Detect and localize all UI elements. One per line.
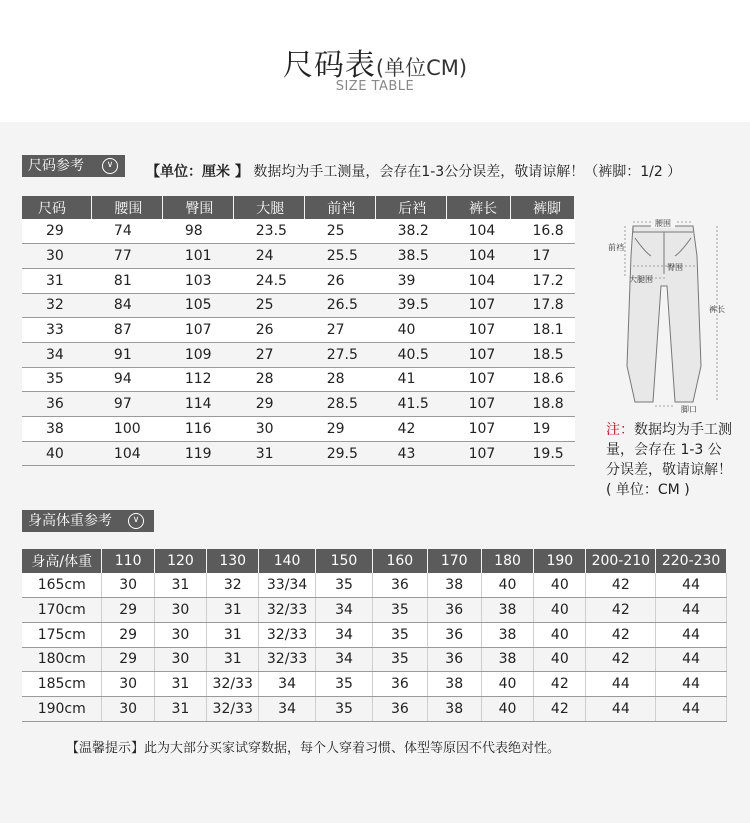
height-column-header: 180 bbox=[481, 549, 533, 573]
table-cell: 44 bbox=[656, 696, 727, 721]
size-column-header: 腰围 bbox=[92, 196, 163, 219]
table-cell: 38 bbox=[481, 647, 533, 672]
table-cell: 107 bbox=[447, 318, 511, 343]
table-cell: 107 bbox=[163, 318, 234, 343]
table-cell: 25 bbox=[305, 219, 376, 244]
table-cell: 38 bbox=[481, 622, 533, 647]
height-table-body bbox=[22, 573, 727, 721]
table-row bbox=[22, 219, 575, 244]
table-cell: 104 bbox=[447, 244, 511, 269]
table-cell: 35 bbox=[315, 672, 372, 697]
height-column-header: 220-230 bbox=[656, 549, 727, 573]
height-column-header: 120 bbox=[154, 549, 206, 573]
table-cell: 29 bbox=[102, 598, 154, 623]
table-cell: 107 bbox=[447, 367, 511, 392]
table-cell: 44 bbox=[656, 598, 727, 623]
table-cell: 38 bbox=[481, 598, 533, 623]
table-cell: 42 bbox=[534, 696, 586, 721]
table-cell: 98 bbox=[163, 219, 234, 244]
table-cell: 38.2 bbox=[376, 219, 447, 244]
table-cell: 32 bbox=[22, 293, 92, 318]
table-cell: 175cm bbox=[22, 622, 102, 647]
table-cell: 36 bbox=[22, 392, 92, 417]
table-cell: 107 bbox=[447, 441, 511, 466]
thigh-label: 大腿围 bbox=[629, 275, 653, 284]
page-title bbox=[0, 40, 750, 84]
size-table bbox=[22, 196, 575, 466]
table-cell: 44 bbox=[656, 647, 727, 672]
table-row bbox=[22, 342, 575, 367]
table-cell: 112 bbox=[163, 367, 234, 392]
table-cell: 27.5 bbox=[305, 342, 376, 367]
table-cell: 32/33 bbox=[259, 598, 315, 623]
table-cell: 30 bbox=[102, 672, 154, 697]
table-cell: 40 bbox=[481, 573, 533, 598]
table-cell: 25 bbox=[234, 293, 305, 318]
table-cell: 35 bbox=[315, 696, 372, 721]
table-cell: 44 bbox=[586, 696, 656, 721]
page-subtitle: SIZE TABLE bbox=[335, 79, 415, 94]
size-table-body bbox=[22, 219, 575, 466]
size-note-text: 数据均为手工测量，会存在1-3公分误差，敬请谅解！（裤脚：1/2 ） bbox=[253, 164, 682, 180]
table-cell: 107 bbox=[447, 342, 511, 367]
table-cell: 119 bbox=[163, 441, 234, 466]
table-cell: 109 bbox=[163, 342, 234, 367]
table-cell: 42 bbox=[534, 672, 586, 697]
table-cell: 39.5 bbox=[376, 293, 447, 318]
table-cell: 31 bbox=[154, 696, 206, 721]
table-row bbox=[22, 573, 727, 598]
table-cell: 29 bbox=[22, 219, 92, 244]
table-cell: 33 bbox=[22, 318, 92, 343]
table-cell: 165cm bbox=[22, 573, 102, 598]
waist-label: 腰围 bbox=[655, 219, 671, 228]
table-cell: 36 bbox=[373, 696, 427, 721]
table-cell: 104 bbox=[447, 268, 511, 293]
table-cell: 19.5 bbox=[511, 441, 575, 466]
height-column-header: 110 bbox=[102, 549, 154, 573]
table-cell: 40 bbox=[22, 441, 92, 466]
height-column-header: 150 bbox=[315, 549, 372, 573]
table-cell: 36 bbox=[427, 622, 481, 647]
table-cell: 34 bbox=[315, 598, 372, 623]
height-column-header: 160 bbox=[373, 549, 427, 573]
table-cell: 34 bbox=[259, 672, 315, 697]
height-table-header bbox=[22, 549, 727, 573]
size-table-header bbox=[22, 196, 575, 219]
size-column-header: 裤长 bbox=[447, 196, 511, 219]
table-cell: 25.5 bbox=[305, 244, 376, 269]
length-label: 裤长 bbox=[709, 305, 725, 314]
table-cell: 170cm bbox=[22, 598, 102, 623]
table-cell: 31 bbox=[207, 622, 259, 647]
table-cell: 29.5 bbox=[305, 441, 376, 466]
table-cell: 107 bbox=[447, 417, 511, 442]
table-cell: 41.5 bbox=[376, 392, 447, 417]
table-row bbox=[22, 598, 727, 623]
table-cell: 38 bbox=[427, 672, 481, 697]
table-cell: 38.5 bbox=[376, 244, 447, 269]
table-cell: 18.8 bbox=[511, 392, 575, 417]
size-column-header: 臀围 bbox=[163, 196, 234, 219]
table-cell: 18.6 bbox=[511, 367, 575, 392]
table-cell: 32/33 bbox=[207, 696, 259, 721]
table-cell: 40 bbox=[481, 672, 533, 697]
table-cell: 29 bbox=[102, 622, 154, 647]
table-cell: 31 bbox=[207, 598, 259, 623]
table-cell: 40 bbox=[481, 696, 533, 721]
size-section-label[interactable] bbox=[22, 155, 125, 177]
height-column-header: 140 bbox=[259, 549, 315, 573]
size-note-unit: 【单位：厘米 】 bbox=[146, 164, 249, 180]
table-cell: 42 bbox=[586, 647, 656, 672]
height-section-label-text: 身高体重参考 bbox=[28, 513, 112, 529]
table-cell: 100 bbox=[92, 417, 163, 442]
table-row bbox=[22, 417, 575, 442]
table-cell: 24 bbox=[234, 244, 305, 269]
size-column-header: 尺码 bbox=[22, 196, 92, 219]
pants-diagram bbox=[605, 216, 727, 414]
side-note bbox=[606, 420, 734, 500]
table-cell: 30 bbox=[102, 696, 154, 721]
table-cell: 190cm bbox=[22, 696, 102, 721]
table-cell: 31 bbox=[234, 441, 305, 466]
table-cell: 18.1 bbox=[511, 318, 575, 343]
table-row bbox=[22, 293, 575, 318]
table-cell: 94 bbox=[92, 367, 163, 392]
chevron-down-icon: ∨ bbox=[102, 158, 118, 174]
table-cell: 185cm bbox=[22, 672, 102, 697]
table-cell: 87 bbox=[92, 318, 163, 343]
table-cell: 29 bbox=[102, 647, 154, 672]
table-cell: 40.5 bbox=[376, 342, 447, 367]
table-cell: 91 bbox=[92, 342, 163, 367]
size-note bbox=[146, 161, 681, 181]
table-row bbox=[22, 441, 575, 466]
table-cell: 42 bbox=[376, 417, 447, 442]
table-cell: 17.2 bbox=[511, 268, 575, 293]
table-cell: 19 bbox=[511, 417, 575, 442]
table-cell: 42 bbox=[586, 622, 656, 647]
table-cell: 180cm bbox=[22, 647, 102, 672]
table-row bbox=[22, 367, 575, 392]
table-cell: 38 bbox=[22, 417, 92, 442]
table-cell: 43 bbox=[376, 441, 447, 466]
table-cell: 107 bbox=[447, 293, 511, 318]
height-section-label[interactable] bbox=[22, 510, 154, 532]
table-row bbox=[22, 647, 727, 672]
table-cell: 28 bbox=[305, 367, 376, 392]
table-cell: 36 bbox=[373, 672, 427, 697]
table-cell: 30 bbox=[154, 622, 206, 647]
table-cell: 30 bbox=[22, 244, 92, 269]
table-cell: 40 bbox=[534, 573, 586, 598]
side-note-text: 数据均为手工测量，会存在 1-3 公分误差，敬请谅解！( 单位：CM ) bbox=[606, 422, 732, 498]
table-cell: 17.8 bbox=[511, 293, 575, 318]
table-cell: 30 bbox=[102, 573, 154, 598]
height-weight-table bbox=[22, 549, 727, 722]
table-row bbox=[22, 672, 727, 697]
table-cell: 24.5 bbox=[234, 268, 305, 293]
chevron-down-icon: ∨ bbox=[128, 513, 144, 529]
table-row bbox=[22, 392, 575, 417]
table-cell: 27 bbox=[305, 318, 376, 343]
table-cell: 42 bbox=[586, 573, 656, 598]
table-cell: 26 bbox=[234, 318, 305, 343]
table-cell: 33/34 bbox=[259, 573, 315, 598]
table-cell: 31 bbox=[154, 573, 206, 598]
table-cell: 44 bbox=[586, 672, 656, 697]
size-section-label-text: 尺码参考 bbox=[28, 158, 84, 174]
table-cell: 32/33 bbox=[259, 647, 315, 672]
table-cell: 31 bbox=[207, 647, 259, 672]
table-cell: 30 bbox=[154, 598, 206, 623]
table-cell: 44 bbox=[656, 573, 727, 598]
table-cell: 31 bbox=[154, 672, 206, 697]
table-cell: 30 bbox=[154, 647, 206, 672]
size-column-header: 裤脚 bbox=[511, 196, 575, 219]
table-cell: 97 bbox=[92, 392, 163, 417]
table-cell: 116 bbox=[163, 417, 234, 442]
table-cell: 35 bbox=[373, 622, 427, 647]
table-cell: 104 bbox=[447, 219, 511, 244]
table-cell: 16.8 bbox=[511, 219, 575, 244]
table-cell: 27 bbox=[234, 342, 305, 367]
height-column-header: 130 bbox=[207, 549, 259, 573]
table-cell: 28 bbox=[234, 367, 305, 392]
table-cell: 32/33 bbox=[259, 622, 315, 647]
size-column-header: 前裆 bbox=[305, 196, 376, 219]
table-cell: 74 bbox=[92, 219, 163, 244]
table-cell: 40 bbox=[376, 318, 447, 343]
height-column-header: 身高/体重 bbox=[22, 549, 102, 573]
table-row bbox=[22, 696, 727, 721]
table-cell: 26.5 bbox=[305, 293, 376, 318]
table-cell: 104 bbox=[92, 441, 163, 466]
table-cell: 41 bbox=[376, 367, 447, 392]
table-cell: 34 bbox=[315, 647, 372, 672]
header bbox=[0, 0, 750, 122]
table-cell: 44 bbox=[656, 622, 727, 647]
height-column-header: 170 bbox=[427, 549, 481, 573]
front-rise-label: 前裆 bbox=[608, 243, 624, 252]
table-cell: 38 bbox=[427, 573, 481, 598]
table-cell: 17 bbox=[511, 244, 575, 269]
table-cell: 84 bbox=[92, 293, 163, 318]
hip-label: 臀围 bbox=[667, 263, 683, 272]
size-column-header: 大腿 bbox=[234, 196, 305, 219]
table-cell: 107 bbox=[447, 392, 511, 417]
table-cell: 40 bbox=[534, 622, 586, 647]
table-cell: 35 bbox=[373, 598, 427, 623]
table-cell: 18.5 bbox=[511, 342, 575, 367]
table-cell: 32/33 bbox=[207, 672, 259, 697]
size-column-header: 后裆 bbox=[376, 196, 447, 219]
hem-label: 脚口 bbox=[681, 405, 697, 414]
table-cell: 105 bbox=[163, 293, 234, 318]
table-cell: 44 bbox=[656, 672, 727, 697]
table-row bbox=[22, 268, 575, 293]
table-row bbox=[22, 244, 575, 269]
table-cell: 36 bbox=[427, 598, 481, 623]
table-cell: 31 bbox=[22, 268, 92, 293]
title-text: 尺码表 bbox=[282, 48, 376, 83]
table-row bbox=[22, 318, 575, 343]
table-cell: 23.5 bbox=[234, 219, 305, 244]
height-column-header: 190 bbox=[534, 549, 586, 573]
table-cell: 81 bbox=[92, 268, 163, 293]
table-cell: 77 bbox=[92, 244, 163, 269]
side-note-prefix: 注： bbox=[606, 422, 634, 438]
table-cell: 35 bbox=[22, 367, 92, 392]
title-unit: (单位CM) bbox=[375, 56, 468, 80]
table-cell: 101 bbox=[163, 244, 234, 269]
table-cell: 29 bbox=[305, 417, 376, 442]
table-cell: 34 bbox=[22, 342, 92, 367]
table-cell: 38 bbox=[427, 696, 481, 721]
table-cell: 34 bbox=[259, 696, 315, 721]
table-cell: 40 bbox=[534, 647, 586, 672]
table-cell: 42 bbox=[586, 598, 656, 623]
table-cell: 36 bbox=[373, 573, 427, 598]
height-column-header: 200-210 bbox=[586, 549, 656, 573]
table-cell: 35 bbox=[315, 573, 372, 598]
table-cell: 34 bbox=[315, 622, 372, 647]
table-cell: 32 bbox=[207, 573, 259, 598]
table-cell: 40 bbox=[534, 598, 586, 623]
table-cell: 103 bbox=[163, 268, 234, 293]
tip-text: 【温馨提示】此为大部分买家试穿数据，每个人穿着习惯、体型等原因不代表绝对性。 bbox=[66, 741, 561, 756]
table-cell: 35 bbox=[373, 647, 427, 672]
table-cell: 26 bbox=[305, 268, 376, 293]
table-cell: 29 bbox=[234, 392, 305, 417]
table-cell: 39 bbox=[376, 268, 447, 293]
table-cell: 36 bbox=[427, 647, 481, 672]
table-cell: 114 bbox=[163, 392, 234, 417]
table-cell: 28.5 bbox=[305, 392, 376, 417]
table-row bbox=[22, 622, 727, 647]
table-cell: 30 bbox=[234, 417, 305, 442]
